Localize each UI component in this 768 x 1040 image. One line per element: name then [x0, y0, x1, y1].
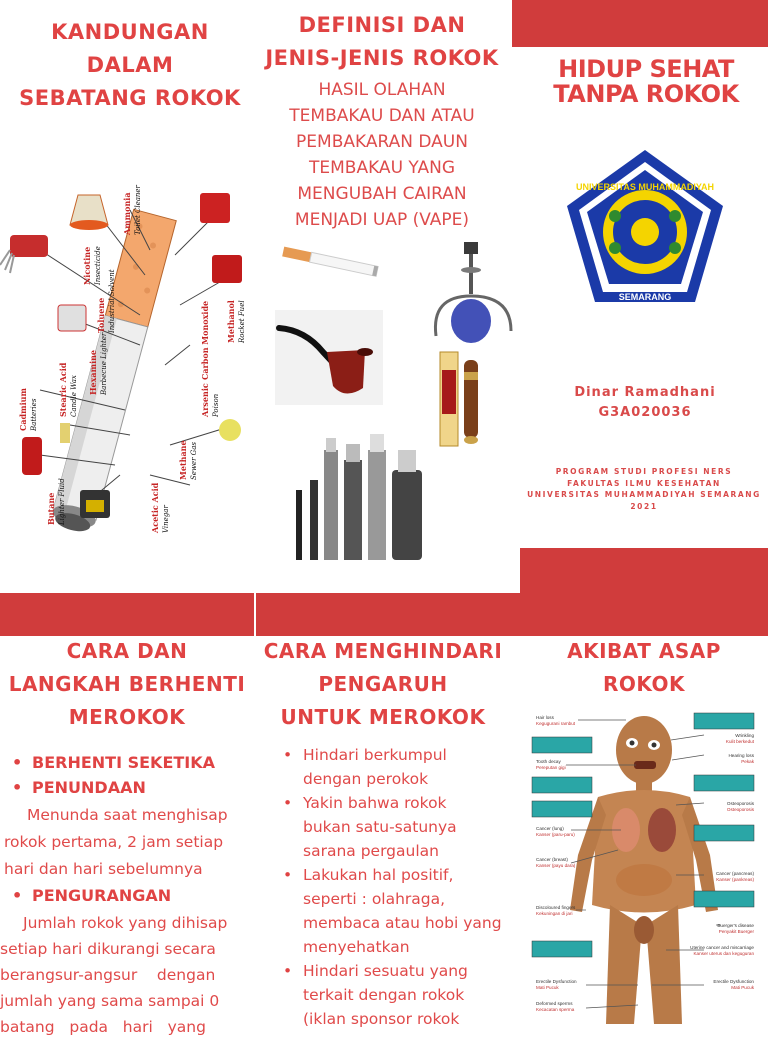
author-block: [540, 383, 750, 423]
panel2-desc-line2: TEMBAKAU DAN ATAU: [289, 106, 475, 126]
effect-hearing-loss: Hearing loss: [728, 753, 754, 758]
label-arsenic-use: Poison: [212, 393, 220, 417]
label-hexamine: Hexamine: [88, 349, 98, 395]
cigarette-ingredients-illustration: [0, 155, 268, 555]
penundaan-paragraph: [0, 800, 254, 883]
logo-text-bottom: SEMARANG: [618, 292, 672, 302]
effect-tooth-decay: Tooth decay: [536, 759, 561, 764]
effect-buergers-disease: Buerger's disease: [717, 923, 754, 928]
panel6-title-line2: ROKOK: [602, 672, 685, 696]
panel4-title-line2: LANGKAH BERHENTI: [8, 672, 246, 696]
avoid-item-4: [303, 959, 513, 1031]
panel4-content: [0, 750, 254, 1040]
effect-erectile-dysfunction-left: Erectile Dysfunction: [536, 979, 577, 984]
avoid-item-4-line1: • Hindari sesuatu yang: [303, 962, 468, 980]
effect-osteoporosis-id: Osteoporosis: [726, 807, 754, 812]
label-acetic-acid-use: Vinegar: [162, 505, 170, 533]
avoid-item-2: [303, 791, 513, 863]
label-ammonia: Ammonia: [122, 192, 132, 235]
effect-cancer-breast-id: Kanser (payu dara): [536, 863, 576, 868]
label-stearic-acid: Stearic Acid: [58, 362, 68, 417]
program-line1: PROGRAM STUDI PROFESI NERS: [555, 467, 733, 476]
panel1-title-line3: SEBATANG ROKOK: [19, 86, 241, 110]
effect-hearing-loss-id: Pekak: [741, 759, 754, 764]
effect-wrinkling-id: Kulit berkedut: [725, 739, 754, 744]
effect-tooth-decay-id: Pereputan gigi: [536, 765, 566, 770]
bullet-berhenti-seketika-text: BERHENTI SEKETIKA: [32, 753, 216, 772]
label-ammonia-use: Toilet Cleaner: [134, 185, 142, 235]
avoid-item-2-line3: sarana pergaulan: [303, 842, 439, 860]
header-band-top-right: [512, 0, 768, 47]
label-carbon-monoxide: Carbon Monoxide: [200, 300, 210, 380]
label-toluene: Toluene: [96, 297, 106, 333]
panel2-desc-line3: PEMBAKARAN DAUN: [296, 132, 468, 152]
penundaan-line3: hari dan hari sebelumnya: [4, 860, 203, 878]
effect-discoloured-fingers-id: Kekuningan di jari: [536, 911, 573, 916]
effect-uterine-cancer-id: Kanser uterus dan keguguran: [693, 951, 754, 956]
pengurangan-line4: jumlah yang sama sampai 0: [0, 992, 220, 1010]
divider-band-far-right: [520, 593, 768, 636]
divider-band-middle: [256, 593, 520, 636]
panel5-title: [252, 635, 514, 734]
pengurangan-line2: setiap hari dikurangi secara: [0, 940, 216, 958]
program-line3: UNIVERSITAS MUHAMMADIYAH SEMARANG: [527, 490, 761, 499]
panel2-desc-line1: HASIL OLAHAN: [318, 80, 446, 100]
logo-text-top: UNIVERSITAS MUHAMMADIYAH: [575, 182, 715, 192]
pengurangan-line1: Jumlah rokok yang dihisap: [23, 914, 228, 932]
smoking-effects-anatomy-diagram: [526, 705, 760, 1024]
panel4-title-line1: CARA DAN: [66, 639, 188, 663]
university-logo: [563, 148, 728, 310]
panel6-title-line1: AKIBAT ASAP: [567, 639, 721, 663]
program-block: [520, 466, 768, 512]
avoid-item-1: [303, 743, 513, 791]
avoid-item-4-line3: (iklan sponsor rokok: [303, 1010, 460, 1028]
label-nicotine-use: Insecticide: [94, 246, 102, 285]
bullet-pengurangan: [32, 883, 254, 908]
avoid-item-2-line2: bukan satu-satunya: [303, 818, 457, 836]
panel2-title-line1: DEFINISI DAN: [298, 13, 466, 37]
effect-osteoporosis: Osteoporosis: [726, 801, 754, 806]
label-arsenic: Arsenic: [200, 383, 210, 417]
effect-cancer-lung-id: Kanser (paru-paru): [536, 832, 575, 837]
panel3-title-line1: HIDUP SEHAT: [558, 55, 734, 83]
effect-cancer-pancreas-id: Kanser (pankreas): [716, 877, 754, 882]
panel2-desc-line6: MENJADI UAP (VAPE): [294, 210, 470, 230]
panel5-title-line2: PENGARUH: [318, 672, 448, 696]
label-butane: Butane: [46, 492, 56, 525]
panel2-desc-line4: TEMBAKAU YANG: [309, 158, 455, 178]
panel4-title: [0, 635, 254, 734]
avoid-item-3-line2: seperti : olahraga,: [303, 890, 446, 908]
avoid-item-1-line1: • Hindari berkumpul: [303, 746, 447, 764]
label-nicotine: Nicotine: [82, 246, 92, 285]
effect-hair-loss: Hair loss: [536, 715, 554, 720]
avoid-item-3-line1: • Lakukan hal positif,: [303, 866, 454, 884]
hookah-image: [416, 236, 528, 346]
label-toluene-use: Industrial Solvent: [108, 269, 116, 333]
panel1-title-line1: KANDUNGAN: [51, 20, 209, 44]
panel3-title-line2: TANPA ROKOK: [553, 80, 739, 108]
label-methane: Methane: [178, 440, 188, 480]
bullet-penundaan: [32, 775, 254, 800]
avoid-item-2-line1: • Yakin bahwa rokok: [303, 794, 447, 812]
effect-uterine-cancer: Uterine cancer and miscarriage: [690, 945, 754, 950]
program-line4: 2021: [630, 501, 658, 511]
effect-erectile-dysfunction-right-id: Mati Pucuk: [731, 985, 754, 990]
panel1-title-line2: DALAM: [86, 53, 174, 77]
effect-hair-loss-id: Kegugurani rambut: [536, 721, 576, 726]
panel2-desc-line5: MENGUBAH CAIRAN: [297, 184, 467, 204]
panel3-title: [524, 57, 768, 107]
effect-cancer-breast: Cancer (breast): [536, 857, 568, 862]
effect-discoloured-fingers: Discoloured fingers: [536, 905, 576, 910]
label-methanol: Methanol: [226, 300, 236, 343]
pengurangan-paragraph: [0, 908, 254, 1040]
pengurangan-line3: berangsur-angsur dengan: [0, 966, 216, 984]
cigar-image: [436, 350, 492, 450]
avoid-item-3-line4: menyehatkan: [303, 938, 410, 956]
cigarette-image: [278, 240, 383, 285]
bullet-penundaan-text: PENUNDAAN: [32, 778, 146, 797]
avoid-item-3-line3: membaca atau hobi yang: [303, 914, 502, 932]
avoid-item-1-line2: dengan perokok: [303, 770, 429, 788]
label-acetic-acid: Acetic Acid: [150, 482, 160, 533]
pengurangan-line5: batang pada hari yang: [0, 1018, 206, 1036]
avoid-item-4-line2: terkait dengan rokok: [303, 986, 465, 1004]
label-methane-use: Sewer Gas: [190, 441, 198, 480]
panel1-title: [0, 16, 260, 115]
panel4-title-line3: MEROKOK: [68, 705, 186, 729]
label-hexamine-use: Barbecue Lighter: [100, 332, 108, 395]
label-cadmium: Cadmium: [18, 388, 28, 431]
bullet-pengurangan-text: PENGURANGAN: [32, 886, 172, 905]
panel6-title: [520, 635, 768, 701]
effect-cancer-lung: Cancer (lung): [536, 826, 564, 831]
effect-deformed-sperms-id: Kecacatan sperma: [536, 1007, 575, 1012]
avoid-item-3: [303, 863, 513, 959]
effect-cancer-pancreas: Cancer (pancreas): [715, 871, 754, 876]
panel2-description: [262, 77, 502, 233]
label-stearic-acid-use: Candle Wax: [70, 375, 78, 417]
penundaan-line1: Menunda saat menghisap: [27, 806, 228, 824]
divider-band-right: [520, 548, 768, 593]
label-methanol-use: Rocket Fuel: [238, 300, 246, 343]
effect-deformed-sperms: Deformed sperms: [536, 1001, 573, 1006]
vape-devices-image: [288, 430, 428, 580]
divider-band-left: [0, 593, 254, 636]
effect-erectile-dysfunction-left-id: Mati Pucuk: [536, 985, 559, 990]
panel2-title-line2: JENIS-JENIS ROKOK: [265, 46, 499, 70]
bullet-berhenti-seketika: [32, 750, 254, 775]
effect-buergers-disease-id: Penyakit Buerger: [718, 929, 754, 934]
program-line2: FAKULTAS ILMU KESEHATAN: [567, 478, 721, 488]
panel5-list: [303, 743, 513, 1031]
label-butane-use: Lighter Fluid: [58, 478, 66, 525]
pipe-image: [275, 310, 383, 405]
panel5-title-line3: UNTUK MEROKOK: [280, 705, 486, 729]
effect-wrinkling: Wrinkling: [735, 733, 754, 738]
panel2-title: [258, 9, 506, 75]
author-id: G3A020036: [598, 405, 692, 420]
panel5-title-line1: CARA MENGHINDARI: [263, 639, 503, 663]
penundaan-line2: rokok pertama, 2 jam setiap: [4, 833, 224, 851]
author-name: Dinar Ramadhani: [574, 385, 716, 400]
effect-erectile-dysfunction-right: Erectile Dysfunction: [713, 979, 754, 984]
label-cadmium-use: Batteries: [30, 398, 38, 431]
